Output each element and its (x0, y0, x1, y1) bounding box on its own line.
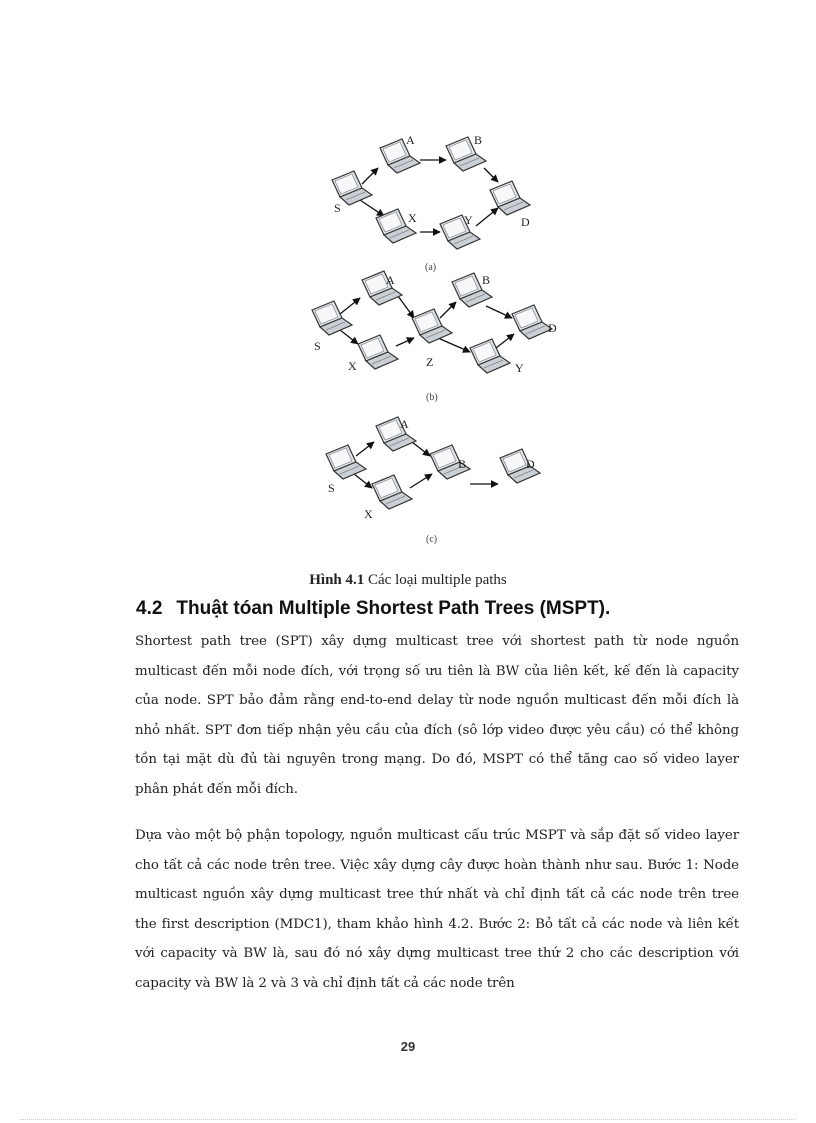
edge-s-x (340, 330, 358, 344)
node-label-y: Y (515, 361, 524, 375)
diagram-c-label: (c) (426, 534, 438, 545)
diagram-c (326, 417, 540, 545)
laptop-node-x (372, 475, 412, 509)
edge-a-z (398, 296, 414, 318)
diagram-a-label: (a) (425, 262, 437, 273)
caption-text: Các loại multiple paths (364, 572, 507, 588)
figure-caption (0, 572, 816, 589)
multiple-paths-figure (290, 120, 580, 560)
edge-z-b (440, 302, 456, 318)
diagram-a (332, 133, 530, 273)
edge-s-x (354, 474, 372, 488)
edge-x-b (410, 474, 432, 488)
edge-s-x (360, 200, 384, 216)
laptop-node-a (362, 271, 402, 305)
node-label-b: B (474, 133, 483, 147)
edge-b-d (486, 306, 512, 318)
edge-s-a (340, 298, 360, 314)
laptop-node-x (358, 335, 398, 369)
node-label-d: D (521, 215, 530, 229)
laptop-node-y (470, 339, 510, 373)
node-label-b: B (458, 457, 467, 471)
page-number: 29 (400, 1039, 416, 1054)
edge-y-d (496, 334, 514, 348)
node-label-b: B (482, 273, 491, 287)
paragraph-spt: Shortest path tree (SPT) xây dựng multicast tree với shortest path từ node nguồn multicast đến mỗi node đích, với trọng số ưu tiên là BW của liên kết, kế đến là capacity của node. SPT bảo đảm rằng end-to-end delay từ node nguồn multicast đến mỗi đích là nhỏ nhất. SPT đơn tiếp nhận yêu cầu của đích (sô lớp video được yêu cầu) có thể không tồn tại mặt dù đủ tài nguyên trong mạng. Do đó, MSPT có thể tăng cao số video layer phân phát đến mỗi đích. (135, 634, 739, 797)
edge-b-d (484, 168, 498, 182)
node-label-x: X (364, 507, 373, 521)
edge-x-z (396, 338, 414, 346)
node-label-s: S (328, 481, 335, 495)
node-label-a: A (400, 417, 409, 431)
node-label-y: Y (464, 213, 473, 227)
diagram-b (312, 271, 557, 403)
node-label-a: A (386, 273, 395, 287)
node-label-x: X (348, 359, 357, 373)
edge-a-b (412, 442, 430, 456)
laptop-node-a (376, 417, 416, 451)
laptop-node-s (312, 301, 352, 335)
node-label-z: Z (426, 355, 434, 369)
edge-s-a (356, 442, 374, 456)
node-label-s: S (334, 201, 341, 215)
edge-s-a (362, 168, 378, 184)
laptop-node-z (412, 309, 452, 343)
node-label-d: D (548, 321, 557, 335)
section-title: Thuật tóan Multiple Shortest Path Trees (MSPT). (176, 598, 611, 619)
laptop-node-s (326, 445, 366, 479)
caption-prefix: Hình 4.1 (309, 572, 365, 588)
edge-z-y (438, 338, 470, 352)
laptop-node-d (512, 305, 552, 339)
node-label-d: D (526, 457, 535, 471)
laptop-node-y (440, 215, 480, 249)
node-label-a: A (406, 133, 415, 147)
page-bottom-rule (20, 1119, 796, 1120)
section-number: 4.2 (136, 598, 163, 619)
edge-y-d (476, 208, 498, 226)
node-label-s: S (314, 339, 321, 353)
paragraph-mspt-construction: Dựa vào một bộ phận topology, nguồn multicast cấu trúc MSPT và sắp đặt số video layer cho tất cả các node trên tree. Việc xây dựng cây được hoàn thành như sau. Bước 1: Node multicast nguồn xây dựng multicast tree thứ nhất và chỉ định tất cả các node trên tree the first description (MDC1), tham khảo hình 4.2. Bước 2: Bỏ tất cả các node và liên kết với capacity và BW là, sau đó nó xây dựng multicast tree thứ 2 cho các description với capacity và BW là 2 và 3 và chỉ định tất cả các node trên (135, 828, 739, 991)
laptop-node-s (332, 171, 372, 205)
node-label-x: X (408, 211, 417, 225)
diagram-b-label: (b) (426, 392, 438, 403)
section-heading (136, 598, 610, 620)
